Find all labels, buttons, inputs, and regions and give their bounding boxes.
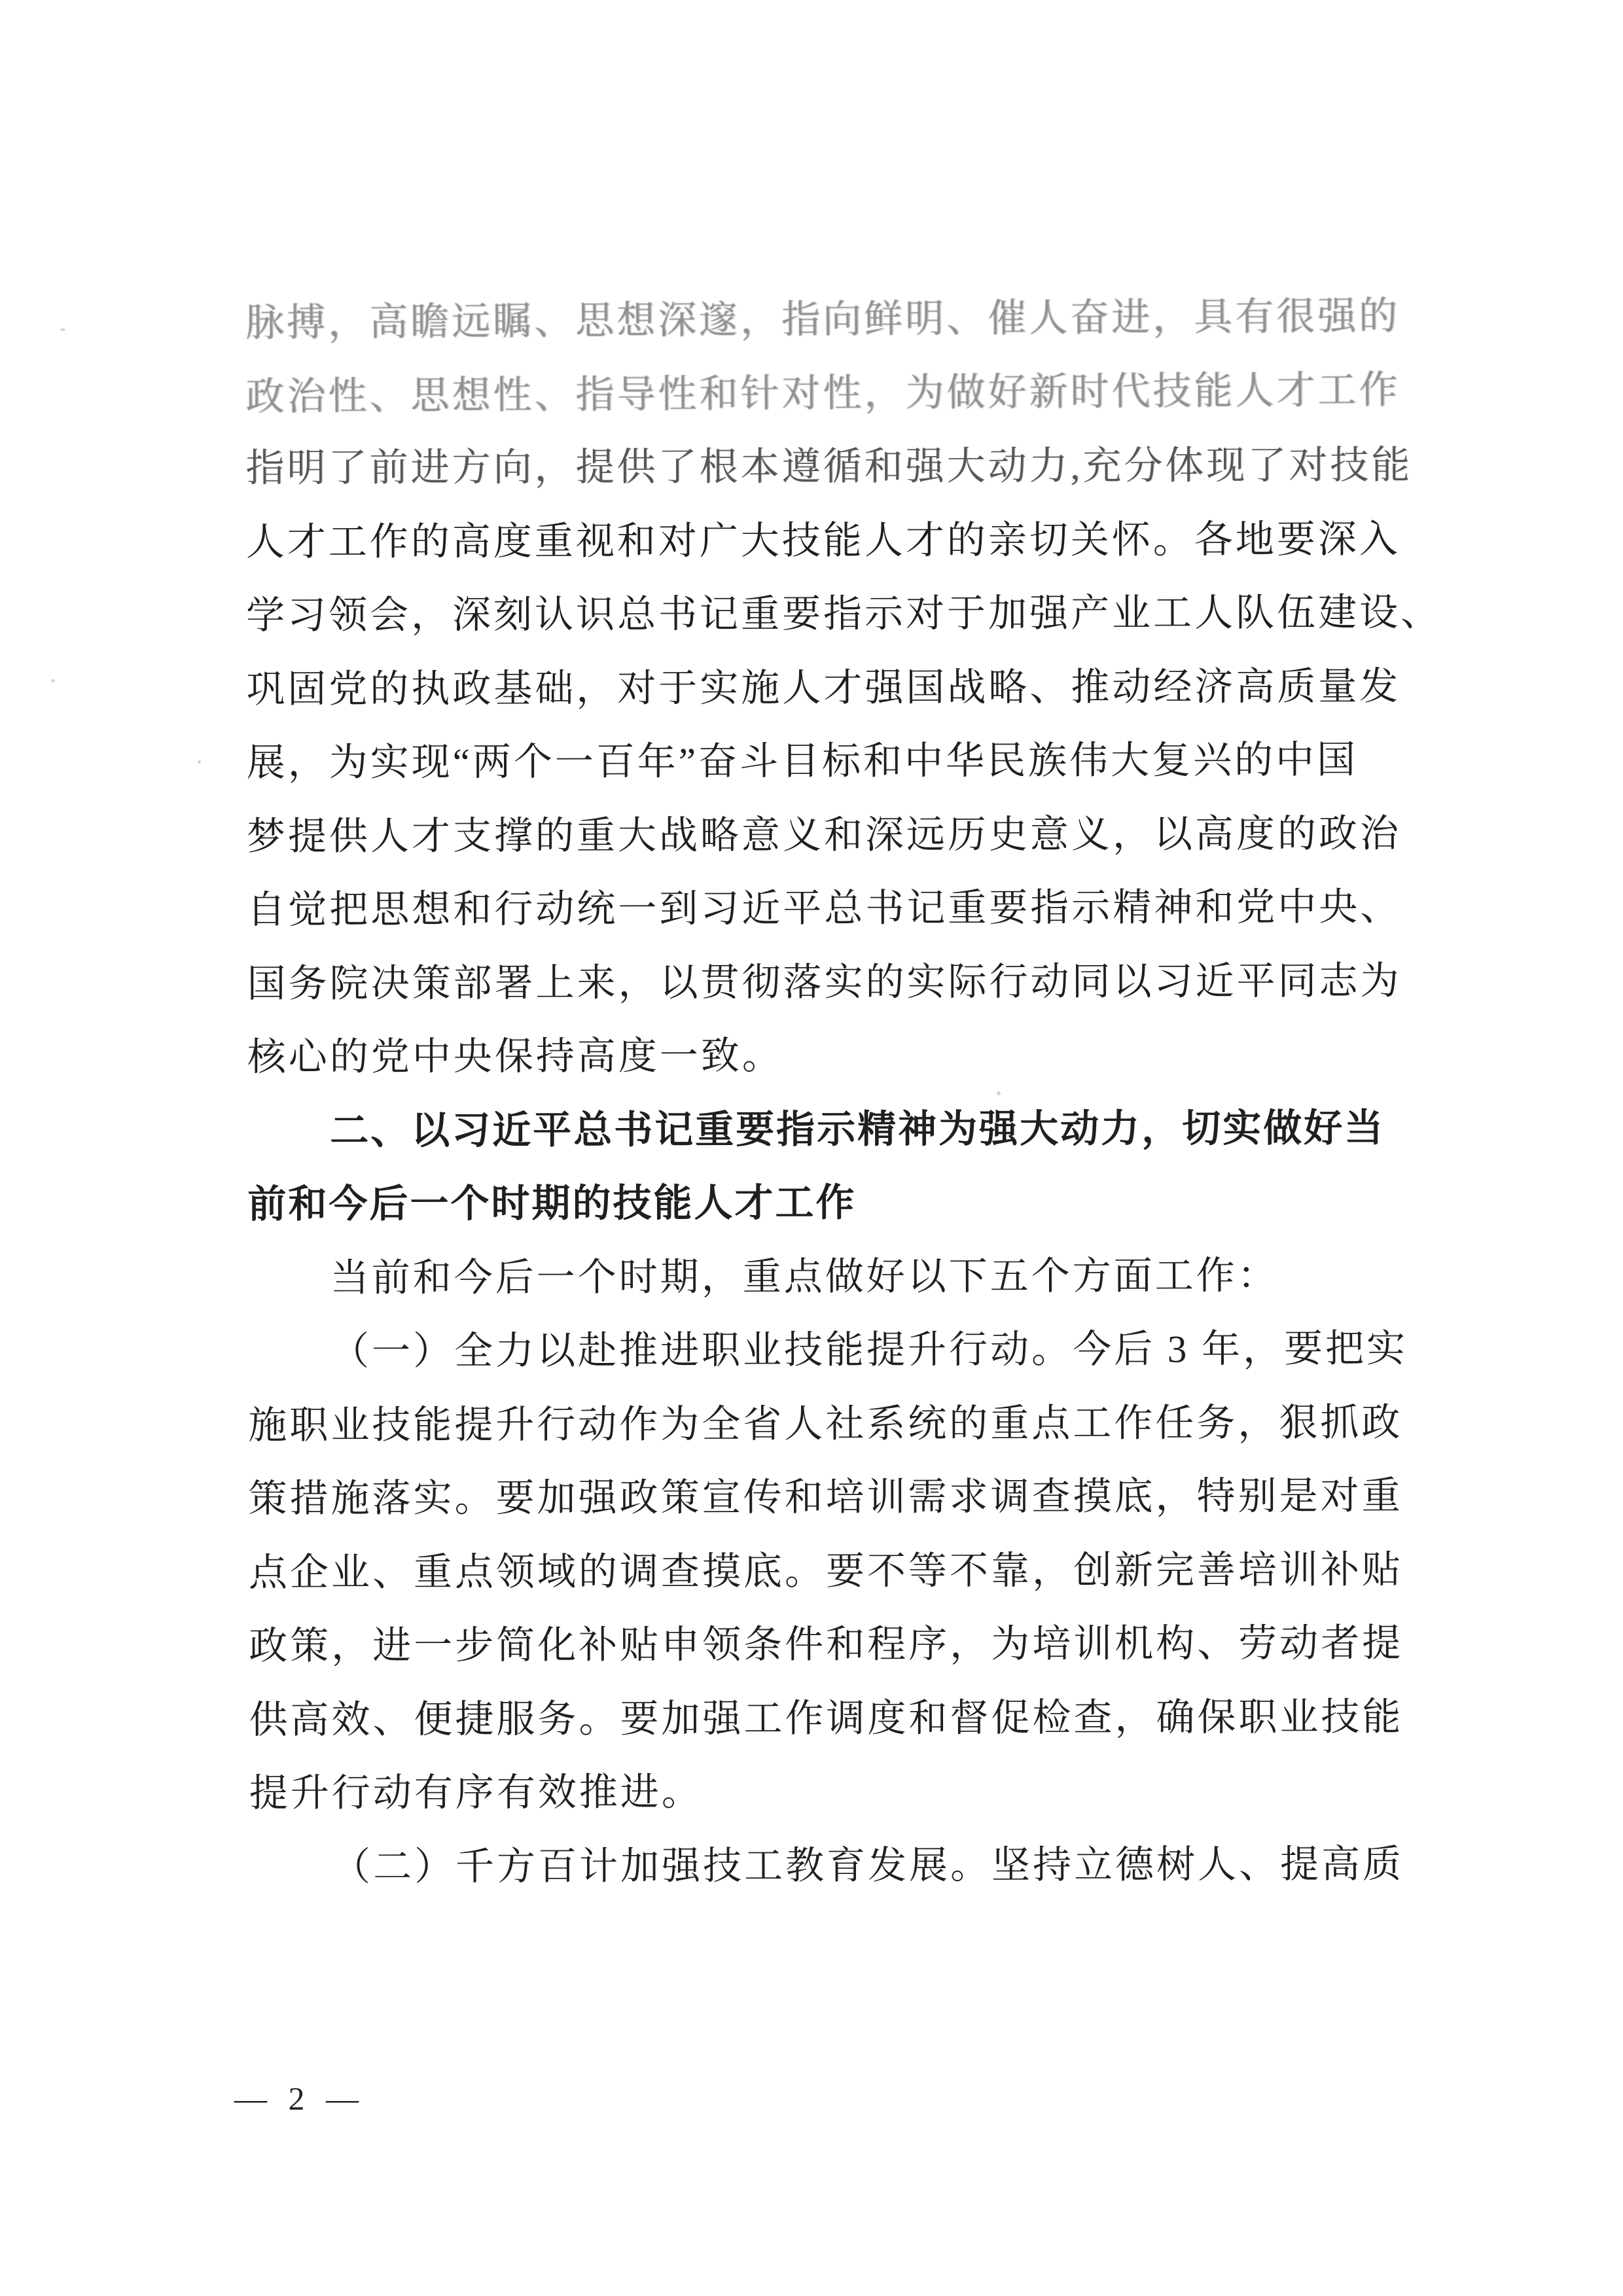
scan-noise-speck — [198, 760, 201, 764]
text-line: 策措施落实。要加强政策宣传和培训需求调查摸底，特别是对重 — [248, 1474, 1403, 1521]
text-line: 梦提供人才支撑的重大战略意义和深远历史意义，以高度的政治 — [246, 811, 1402, 858]
section-heading-line: 二、以习近平总书记重要指示精神为强大动力，切实做好当 — [330, 1106, 1385, 1152]
text-line: 当前和今后一个时期，重点做好以下五个方面工作： — [330, 1253, 1279, 1299]
body-text — [245, 281, 1442, 1904]
text-line: 指明了前进方向，提供了根本遵循和强大动力,充分体现了对技能 — [245, 443, 1413, 490]
text-line: 国务院决策部署上来，以贯彻落实的实际行动同以习近平同志为 — [247, 959, 1402, 1005]
scan-noise-speck — [51, 679, 55, 682]
text-line: （一）全力以赴推进职业技能提升行动。今后 3 年，要把实 — [330, 1326, 1408, 1373]
text-line: 人才工作的高度重视和对广大技能人才的亲切关怀。各地要深入 — [245, 517, 1400, 563]
scan-noise-speck — [997, 1091, 1001, 1095]
text-line: 脉搏，高瞻远瞩、思想深邃，指向鲜明、催人奋进，具有很强的 — [245, 294, 1400, 345]
text-line: 政治性、思想性、指导性和针对性，为做好新时代技能人才工作 — [245, 368, 1400, 418]
text-line: 施职业技能提升行动作为全省人社系统的重点工作任务，狠抓政 — [248, 1400, 1403, 1447]
text-line: 展，为实现“两个一百年”奋斗目标和中华民族伟大复兴的中国 — [246, 737, 1359, 785]
text-line: 政策，进一步简化补贴申领条件和程序，为培训机构、劳动者提 — [249, 1621, 1404, 1668]
page-number: — 2 — — [234, 2080, 365, 2117]
text-line: 核心的党中央保持高度一致。 — [247, 1034, 783, 1079]
text-line: 点企业、重点领域的调查摸底。要不等不靠，创新完善培训补贴 — [248, 1547, 1404, 1594]
text-line: 供高效、便捷服务。要加强工作调度和督促检查，确保职业技能 — [249, 1695, 1404, 1741]
scan-noise-speck — [60, 328, 65, 331]
text-line: （二）千方百计加强技工教育发展。坚持立德树人、提高质 — [332, 1842, 1404, 1888]
text-line: 巩固党的执政基础，对于实施人才强国战略、推动经济高质量发 — [246, 664, 1401, 711]
text-line: 提升行动有序有效推进。 — [249, 1770, 703, 1815]
text-line: 学习领会，深刻认识总书记重要指示对于加强产业工人队伍建设、 — [246, 590, 1442, 637]
text-line: 自觉把思想和行动统一到习近平总书记重要指示精神和党中央、 — [247, 885, 1402, 932]
section-heading-line: 前和今后一个时期的技能人才工作 — [247, 1180, 857, 1226]
